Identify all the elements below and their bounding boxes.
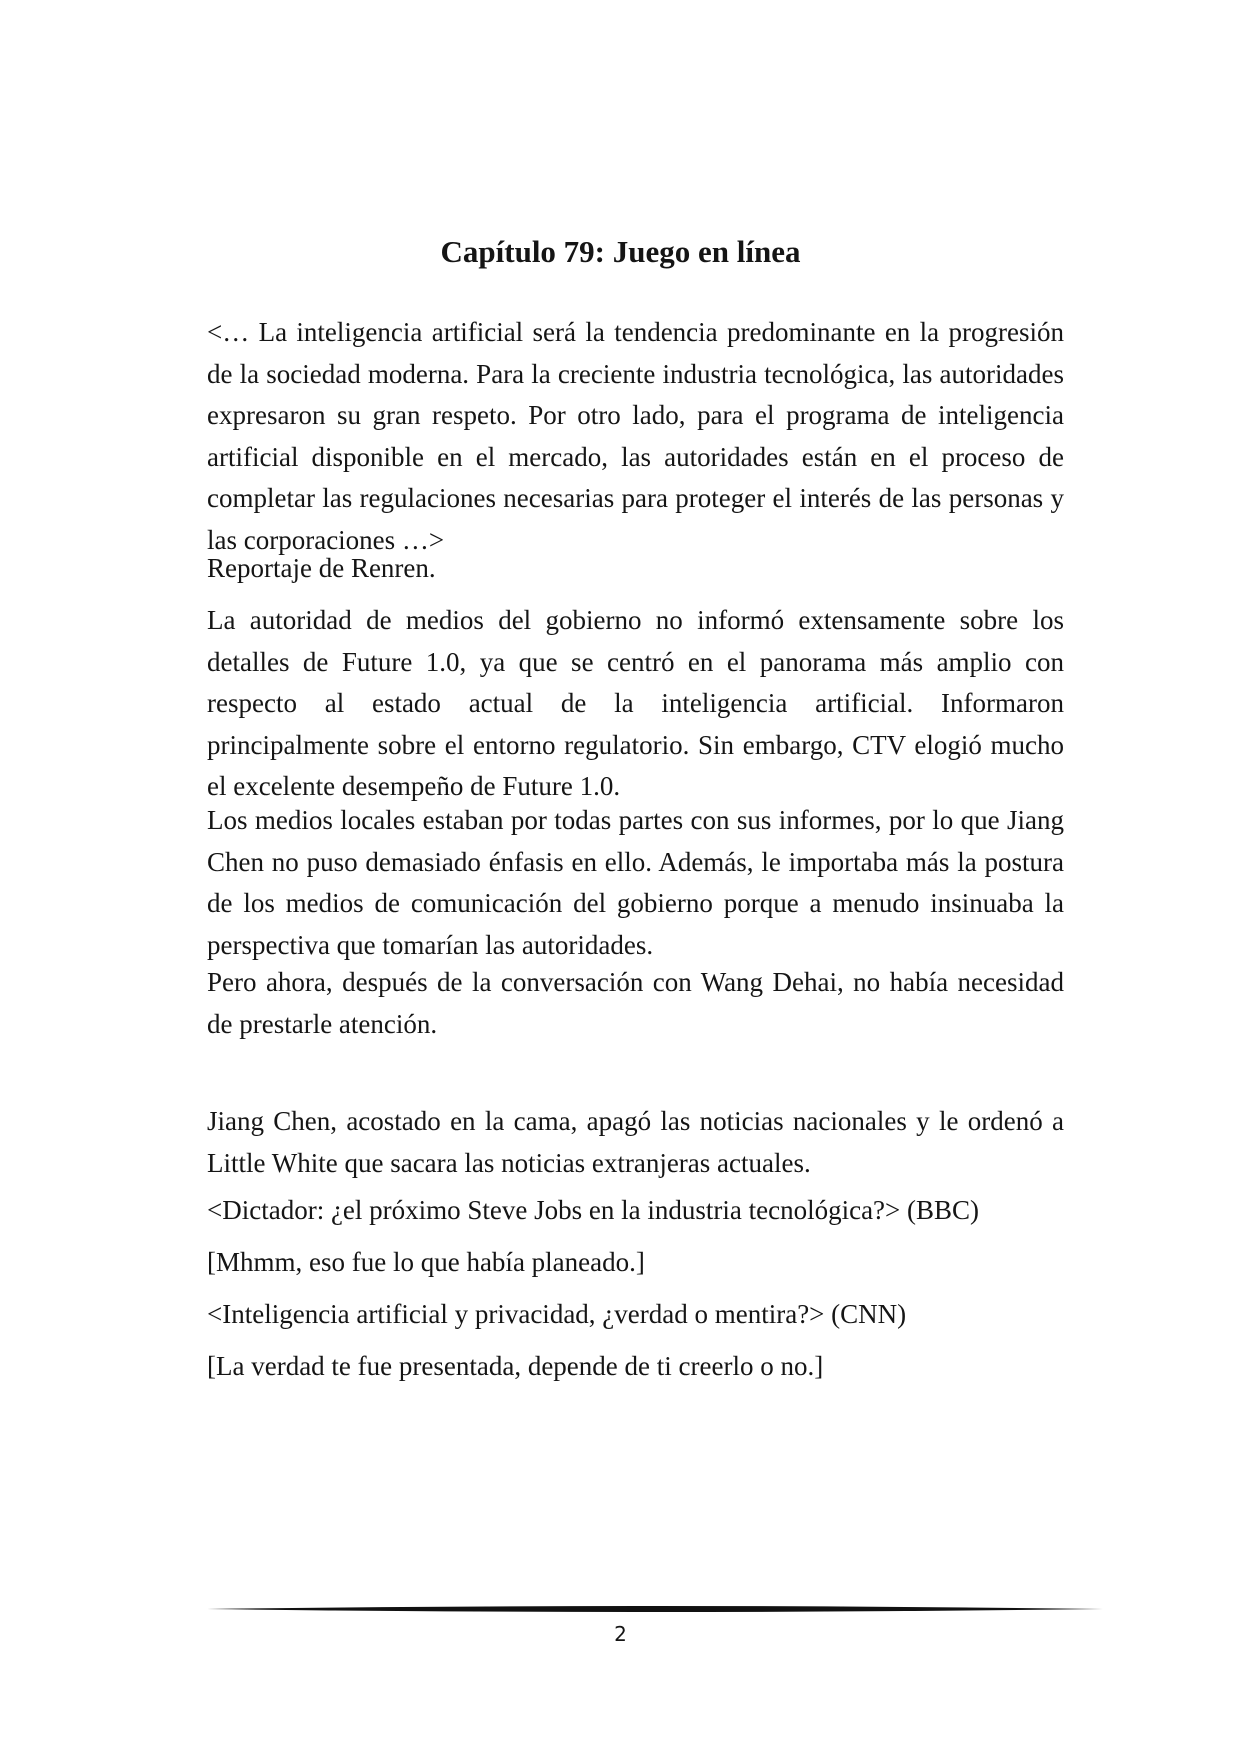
- paragraph-local-media: Los medios locales estaban por todas partes con sus informes, por lo que Jiang Chen no puso demasiado énfasis en ello. Además, le importaba más la postura de los medios de comunicación del gobierno porque a menudo insinuaba la perspectiva que tomarían las autoridades.: [207, 805, 1064, 960]
- page-number: 2: [614, 1622, 627, 1646]
- paragraph-cnn-headline: <Inteligencia artificial y privacidad, ¿verdad o mentira?> (CNN): [207, 1299, 907, 1329]
- paragraph-thought-truth: [La verdad te fue presentada, depende de ti creerlo o no.]: [207, 1351, 824, 1381]
- paragraph-wang-dehai: Pero ahora, después de la conversación con Wang Dehai, no había necesidad de prestarle atención.: [207, 967, 1064, 1039]
- paragraph-report-source: Reportaje de Renren.: [207, 553, 436, 583]
- footer-divider: [207, 1604, 1103, 1614]
- paragraph-news-quote: <… La inteligencia artificial será la tendencia predominante en la progresión de la sociedad moderna. Para la creciente industria tecnológica, las autoridades expresaron su gran respeto. Por otro lado, para el programa de inteligencia artificial disponible en el mercado, las autoridades están en el proceso de completar las regulaciones necesarias para proteger el interés de las personas y las corporaciones …>: [207, 317, 1064, 555]
- chapter-title: Capítulo 79: Juego en línea: [440, 234, 801, 269]
- paragraph-jiang-chen-bed: Jiang Chen, acostado en la cama, apagó las noticias nacionales y le ordenó a Little White que sacara las noticias extranjeras actuales.: [207, 1106, 1064, 1178]
- paragraph-thought-planned: [Mhmm, eso fue lo que había planeado.]: [207, 1247, 645, 1277]
- paragraph-government-media: La autoridad de medios del gobierno no informó extensamente sobre los detalles de Future 1.0, ya que se centró en el panorama más amplio con respecto al estado actual de la inteligencia artificial. Informaron principalmente sobre el entorno regulatorio. Sin embargo, CTV elogió mucho el excelente desempeño de Future 1.0.: [207, 605, 1064, 801]
- paragraph-bbc-headline: <Dictador: ¿el próximo Steve Jobs en la industria tecnológica?> (BBC): [207, 1195, 980, 1225]
